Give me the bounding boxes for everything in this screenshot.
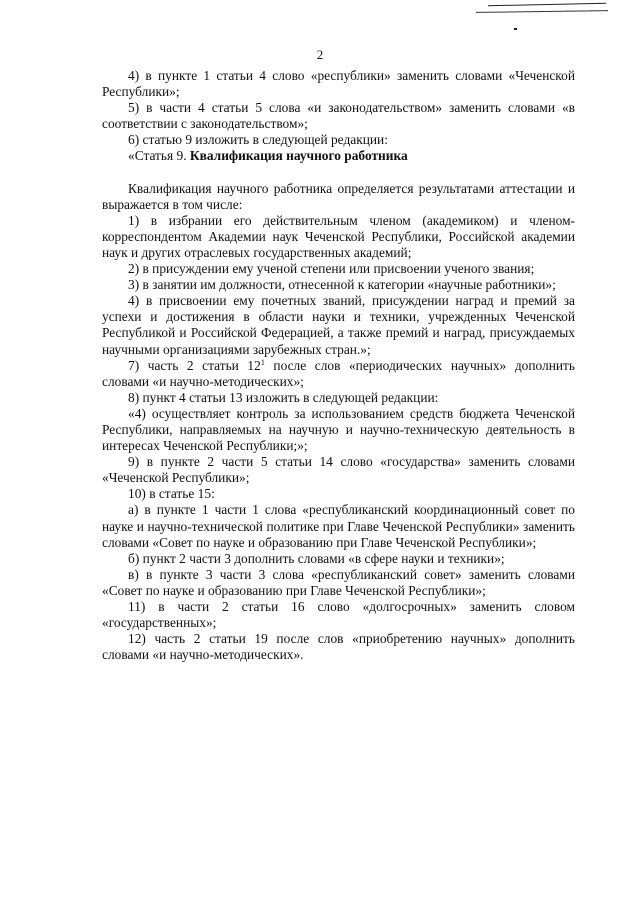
article-heading-prefix: «Статья 9. (128, 148, 190, 164)
paragraph-text: после слов «периодических научных» дополнить словами «и научно-методических»; (102, 357, 575, 389)
page-number: 2 (316, 47, 324, 62)
paragraph: 5) в части 4 статьи 5 слова «и законодательством» заменить словами «в соответствии с законодательством»; (102, 100, 575, 132)
scan-mark-line (476, 10, 608, 13)
superscript: 1 (260, 357, 265, 367)
paragraph (102, 358, 575, 390)
paragraph: 4) в пункте 1 статьи 4 слово «республики» заменить словами «Чеченской Республики»; (102, 68, 575, 100)
paragraph: «4) осуществляет контроль за использованием средств бюджета Чеченской Республики, направляемых на научную и научно-техническую деятельность в интересах Чеченской Республики;»; (102, 405, 575, 454)
paragraph: 10) в статье 15: (128, 486, 215, 502)
article-heading-title: Квалификация научного работника (189, 148, 408, 164)
paragraph: 4) в присвоении ему почетных званий, присуждении наград и премий за успехи и достижения в области науки и техники, учрежденных Чеченской Республикой и Российской Федерацией, а также премий и наград, присуждаемых научными организациями зарубежных стран.»; (102, 293, 575, 357)
paragraph: 2) в присуждении ему ученой степени или присвоении ученого звания; (128, 261, 535, 277)
paragraph: 11) в части 2 статьи 16 слово «долгосрочных» заменить словом «государственных»; (102, 599, 575, 631)
document-body (102, 68, 575, 663)
paragraph: 3) в занятии им должности, отнесенной к категории «научные работники»; (128, 277, 556, 293)
paragraph: 1) в избрании его действительным членом (академиком) и членом-корреспондентом Академии наук Чеченской Республики, Российской академии наук и других отраслевых государственных академий; (102, 212, 575, 260)
paragraph-text: 7) часть 2 статьи 12 (128, 357, 261, 373)
paragraph: 8) пункт 4 статьи 13 изложить в следующей редакции: (128, 389, 439, 405)
article-heading (102, 148, 575, 164)
scan-mark-line (488, 3, 606, 6)
scan-mark-dot (514, 28, 517, 30)
paragraph: б) пункт 2 части 3 дополнить словами «в сфере науки и техники»; (128, 550, 505, 566)
paragraph: 6) статью 9 изложить в следующей редакции: (128, 132, 388, 148)
paragraph: в) в пункте 3 части 3 слова «республиканский совет» заменить словами «Совет по науке и образованию при Главе Чеченской Республики»; (102, 566, 575, 598)
paragraph: 9) в пункте 2 части 5 статьи 14 слово «государства» заменить словами «Чеченской Республики»; (102, 454, 575, 486)
paragraph: а) в пункте 1 части 1 слова «республиканский координационный совет по науке и научно-технической политике при Главе Чеченской Республики» заменить словами «Совет по науке и образованию при Главе Чеченской Республики»; (102, 502, 575, 550)
paragraph: 12) часть 2 статьи 19 после слов «приобретению научных» дополнить словами «и научно-методических». (102, 631, 575, 663)
paragraph: Квалификация научного работника определяется результатами аттестации и выражается в том числе: (102, 180, 575, 212)
